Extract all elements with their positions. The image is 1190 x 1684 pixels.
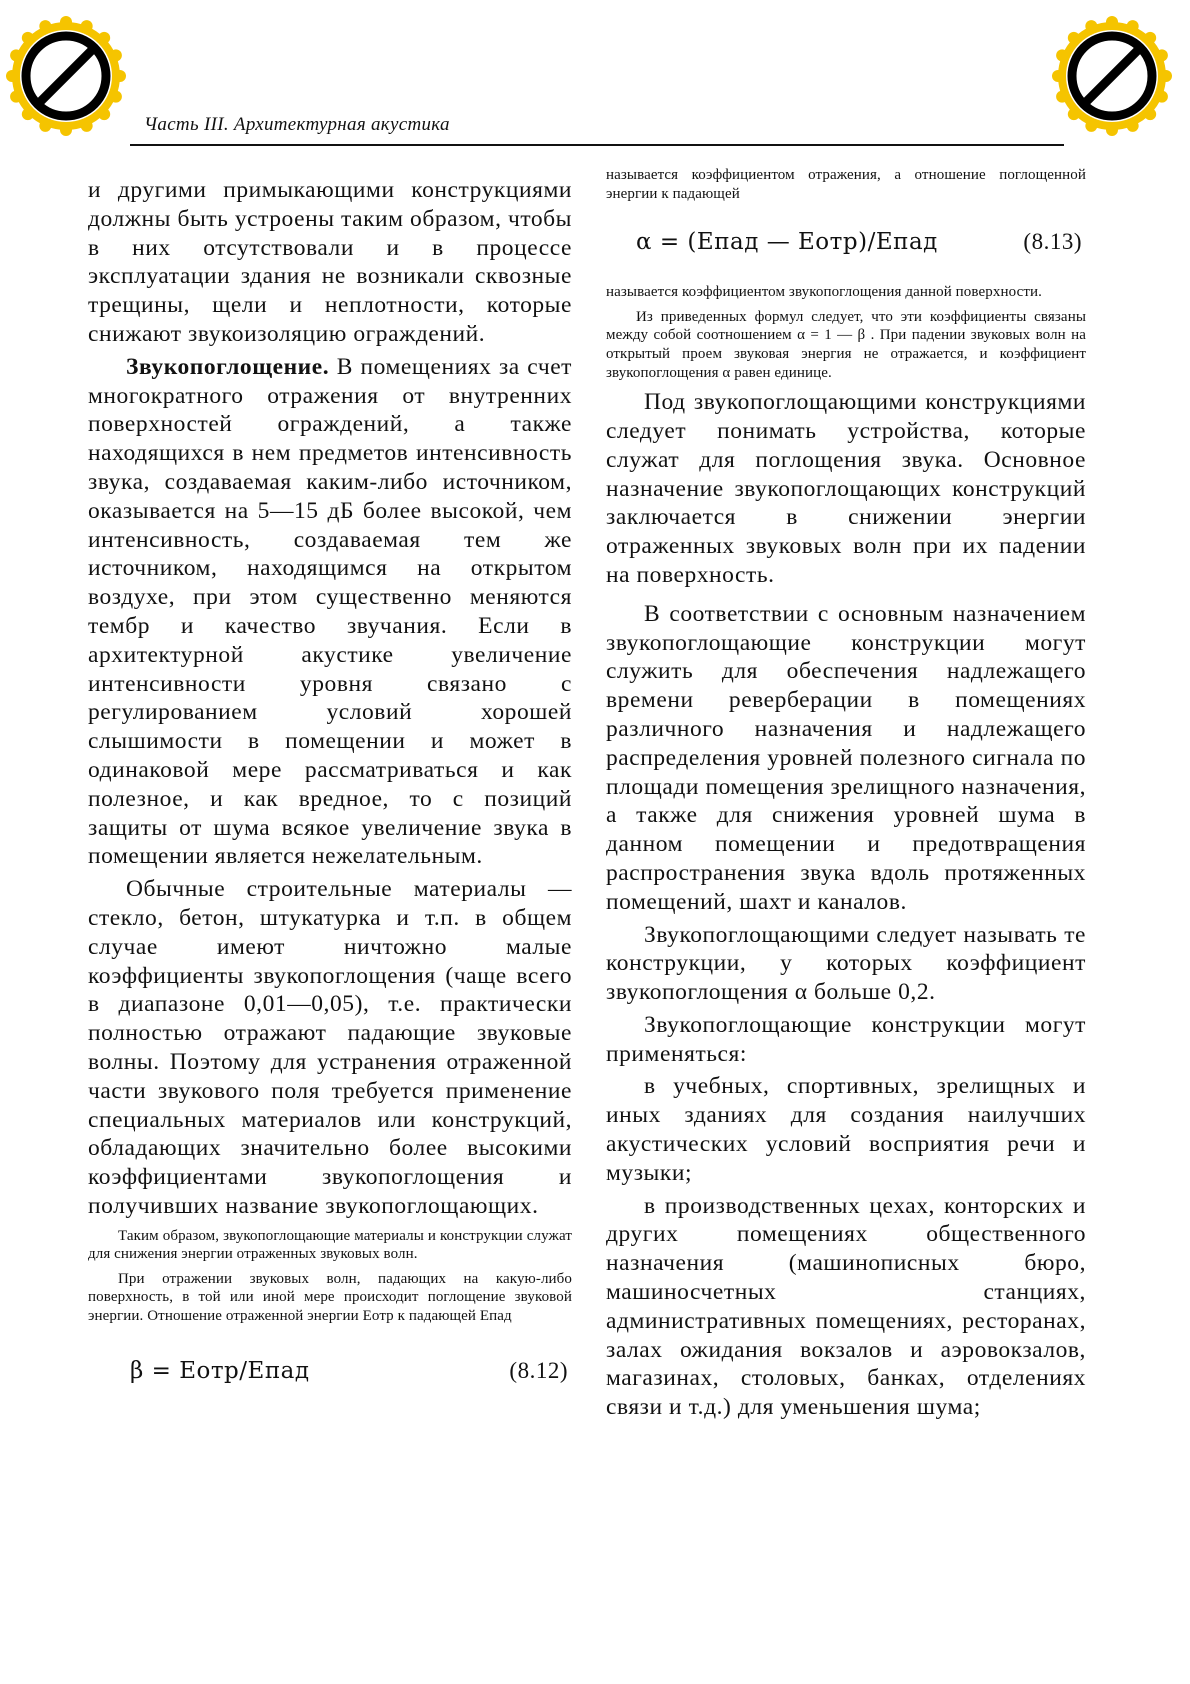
paragraph: В соответствии с основным назначением звукопоглощающие конструкции могут служить для обеспечения надлежащего времени реверберации в помещениях различного назначения и надлежащего распределения уровней полезного сигнала по площади помещения зрелищного назначения, а также для снижения уровней шума в данном помещении и предотвращения распространения звука вдоль протяженных помещений, шахт и каналов. xyxy=(606,600,1086,915)
small-paragraph: При отражении звуковых волн, падающих на какую-либо поверхность, в той или иной мере происходит поглощение звуковой энергии. Отношение отраженной энергии Eотр к падающей Eпад xyxy=(88,1270,572,1325)
paragraph xyxy=(88,353,572,871)
left-column xyxy=(88,176,572,1404)
formula-number: (8.13) xyxy=(1023,229,1082,255)
paragraph: Звукопоглощающими следует называть те конструкции, у которых коэффициент звукопоглощения α больше 0,2. xyxy=(606,921,1086,1006)
paragraph: Обычные строительные материалы — стекло, бетон, штукатурка и т.п. в общем случае имеют ничтожно малые коэффициенты звукопоглощения (чаще всего в диапазоне 0,01—0,05), т.е. практически полностью отражают падающие звуковые волны. Поэтому для устранения отраженной части звукового поля требуется применение специальных материалов или конструкций, обладающих значительно более высокими коэффициентами звукопоглощения и получивших название звукопоглощающих. xyxy=(88,876,572,1219)
list-item: в учебных, спортивных, зрелищных и иных зданиях для создания наилучших акустических условий восприятия речи и музыки; xyxy=(606,1073,1086,1186)
formula-8-12 xyxy=(88,1326,572,1404)
paragraph: и другими примыкающими конструкциями должны быть устроены таким образом, чтобы в них отсутствовали и в процессе эксплуатации здания не возникали сквозные трещины, щели и неплотности, которые снижают звукоизоляцию ограждений. xyxy=(88,177,572,347)
no-entry-icon xyxy=(1052,16,1172,136)
formula-expression: β = Eотр/Eпад xyxy=(130,1357,310,1384)
no-entry-icon xyxy=(6,16,126,136)
list-item: в производственных цехах, конторских и других помещениях общественного назначения (машинописных бюро, машиносчетных станциях, административных помещениях, ресторанах, залах ожидания вокзалов и аэровокзалов, магазинах, столовых, банках, отделениях связи и т.д.) для уменьшения шума; xyxy=(606,1192,1086,1421)
small-paragraph: называется коэффициентом отражения, а отношение поглощенной энергии к падающей xyxy=(606,167,1086,202)
formula-number: (8.12) xyxy=(509,1357,568,1383)
formula-expression: α = (Eпад — Eотр)/Eпад xyxy=(636,229,938,256)
header-title: Часть III. Архитектурная акустика xyxy=(144,114,450,135)
running-header xyxy=(130,110,1064,146)
small-paragraph: Таким образом, звукопоглощающие материалы и конструкции служат для снижения энергии отраженных звуковых волн. xyxy=(88,1227,572,1263)
paragraph-text: В помещениях за счет многократного отражения от внутренних поверхностей ограждений, а также находящихся в нем предметов интенсивность звука, создаваемая каким-либо источником, оказывается на 5—15 дБ более высокой, чем интенсивность, создаваемая тем же источником, находящимся на открытом воздухе, при этом существенно меняются тембр и качество звучания. Если в архитектурной акустике увеличение интенсивности уровня связано с регулированием условий хорошей слышимости в помещении и может в одинаковой мере рассматриваться и как полезное, и как вредное, то с позиций защиты от шума всякое увеличение звука в помещении является нежелательным. xyxy=(88,353,572,870)
section-label: Звукопоглощение. xyxy=(126,353,330,380)
right-column xyxy=(606,166,1086,1422)
small-paragraph: Из приведенных формул следует, что эти коэффициенты связаны между собой соотношением α = 1 — β . При падении звуковых волн на открытый проем звуковая энергия не отражается, и коэффициент звукопоглощения α равен единице. xyxy=(606,308,1086,381)
paragraph: Под звукопоглощающими конструкциями следует понимать устройства, которые служат для поглощения звука. Основное назначение звукопоглощающих конструкций заключается в снижении энергии отраженных звуковых волн при их падении на поверхность. xyxy=(606,389,1086,588)
paragraph: Звукопоглощающие конструкции могут применяться: xyxy=(606,1011,1086,1067)
small-paragraph: называется коэффициентом звукопоглощения данной поверхности. xyxy=(606,284,1042,301)
formula-8-13 xyxy=(606,203,1086,283)
